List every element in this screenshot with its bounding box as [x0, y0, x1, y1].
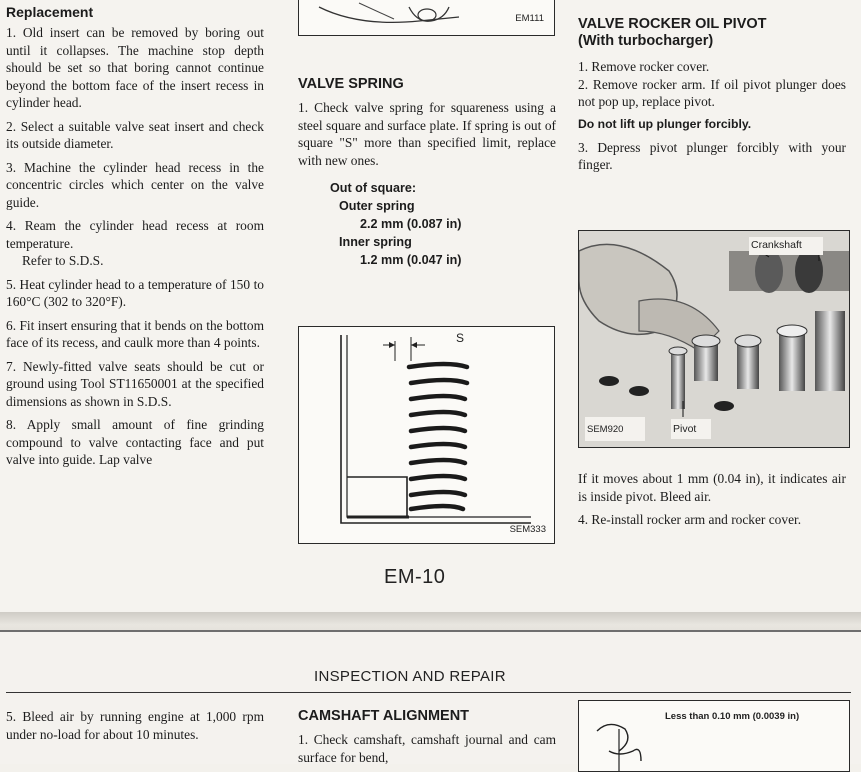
pivot-label: Pivot: [673, 423, 697, 435]
out-of-square-label: Out of square:: [330, 181, 417, 195]
fig-sem333: [298, 326, 555, 544]
column-2: [298, 76, 556, 269]
rocker-pivot-subheading: (With turbocharger): [578, 33, 714, 49]
bend-limit-label: Less than 0.10 mm (0.0039 in): [665, 711, 800, 722]
rocker-step-2: 2. Remove rocker arm. If oil pivot plunger does not pop up, replace pivot.: [578, 76, 846, 109]
camshaft-text: 1. Check camshaft, camshaft journal and cam surface for bend,: [298, 732, 556, 765]
replacement-step-6: 6. Fit insert ensuring that it bends on the bottom face of its recess, and caulk more than 4 points.: [6, 317, 264, 350]
section-title: INSPECTION AND REPAIR: [314, 668, 506, 685]
rocker-pivot-heading: VALVE ROCKER OIL PIVOT: [578, 16, 767, 32]
replacement-heading: Replacement: [6, 4, 94, 20]
fig-camshaft-bend: [578, 700, 850, 772]
outer-spring-value: 2.2 mm (0.087 in): [360, 217, 462, 231]
dimension-label-s: S: [456, 331, 465, 345]
fig-code-em111: EM111: [515, 13, 544, 24]
section-rule: [6, 692, 851, 693]
replacement-text: [6, 24, 264, 469]
fig-code-sem920: SEM920: [587, 424, 624, 435]
inner-spring-label: Inner spring: [339, 235, 412, 249]
replacement-step-2: 2. Select a suitable valve seat insert and check its outside diameter.: [6, 118, 264, 151]
replacement-step-7: 7. Newly-fitted valve seats should be cut or ground using Tool ST11650001 at the specified dimensions as shown in S.D.S.: [6, 358, 264, 409]
column-3-lower: [578, 470, 846, 535]
outer-spring-label: Outer spring: [339, 199, 415, 213]
column-3: [578, 16, 846, 174]
camshaft-heading: CAMSHAFT ALIGNMENT: [298, 708, 470, 724]
rocker-air-note: If it moves about 1 mm (0.04 in), it indicates air is inside pivot. Bleed air.: [578, 471, 846, 504]
camshaft-section: [298, 708, 556, 766]
crankshaft-label: Crankshaft: [751, 239, 802, 251]
rocker-step-1: 1. Remove rocker cover.: [578, 59, 710, 74]
replacement-step-5: 5. Heat cylinder head to a temperature of 150 to 160°C (302 to 320°F).: [6, 276, 264, 309]
valve-spring-heading: VALVE SPRING: [298, 76, 404, 92]
valve-spring-text: 1. Check valve spring for squareness using a steel square and surface plate. If spring is out of square "S" more than specified limit, replace with new ones.: [298, 100, 556, 168]
spring-squareness-diagram: [299, 327, 554, 543]
column-1: [6, 4, 264, 475]
rocker-pivot-text: [578, 58, 846, 111]
replacement-step-4: 4. Ream the cylinder head recess at room temperature.: [6, 218, 264, 251]
replacement-step-8: 8. Apply small amount of fine grinding compound to valve contacting face and put valve into guide. Lap valve: [6, 417, 264, 467]
warning-note: Do not lift up plunger forcibly.: [578, 116, 752, 131]
fig-code-sem333: SEM333: [509, 524, 546, 535]
refer-sds-note: Refer to S.D.S.: [22, 253, 104, 268]
spec-block: [298, 179, 556, 269]
pivot-plunger-photo: [579, 231, 849, 447]
inner-spring-value: 1.2 mm (0.047 in): [360, 253, 462, 267]
replacement-step-3: 3. Machine the cylinder head recess in the concentric circles which center on the valve guide.: [6, 159, 264, 210]
fig-em111: [298, 0, 555, 36]
rocker-step-3: 3. Depress pivot plunger forcibly with your finger.: [578, 139, 846, 172]
rocker-step-4: 4. Re-install rocker arm and rocker cover.: [578, 512, 802, 527]
bleed-air-text: 5. Bleed air by running engine at 1,000 rpm under no-load for about 10 minutes.: [6, 709, 264, 742]
page-number: EM-10: [384, 566, 446, 588]
replacement-step-1: 1. Old insert can be removed by boring out until it collapses. The machine stop depth should be set so that boring cannot continue beyond the bottom face of the insert recess in cylinder head.: [6, 25, 264, 110]
fig-sem920: [578, 230, 850, 448]
